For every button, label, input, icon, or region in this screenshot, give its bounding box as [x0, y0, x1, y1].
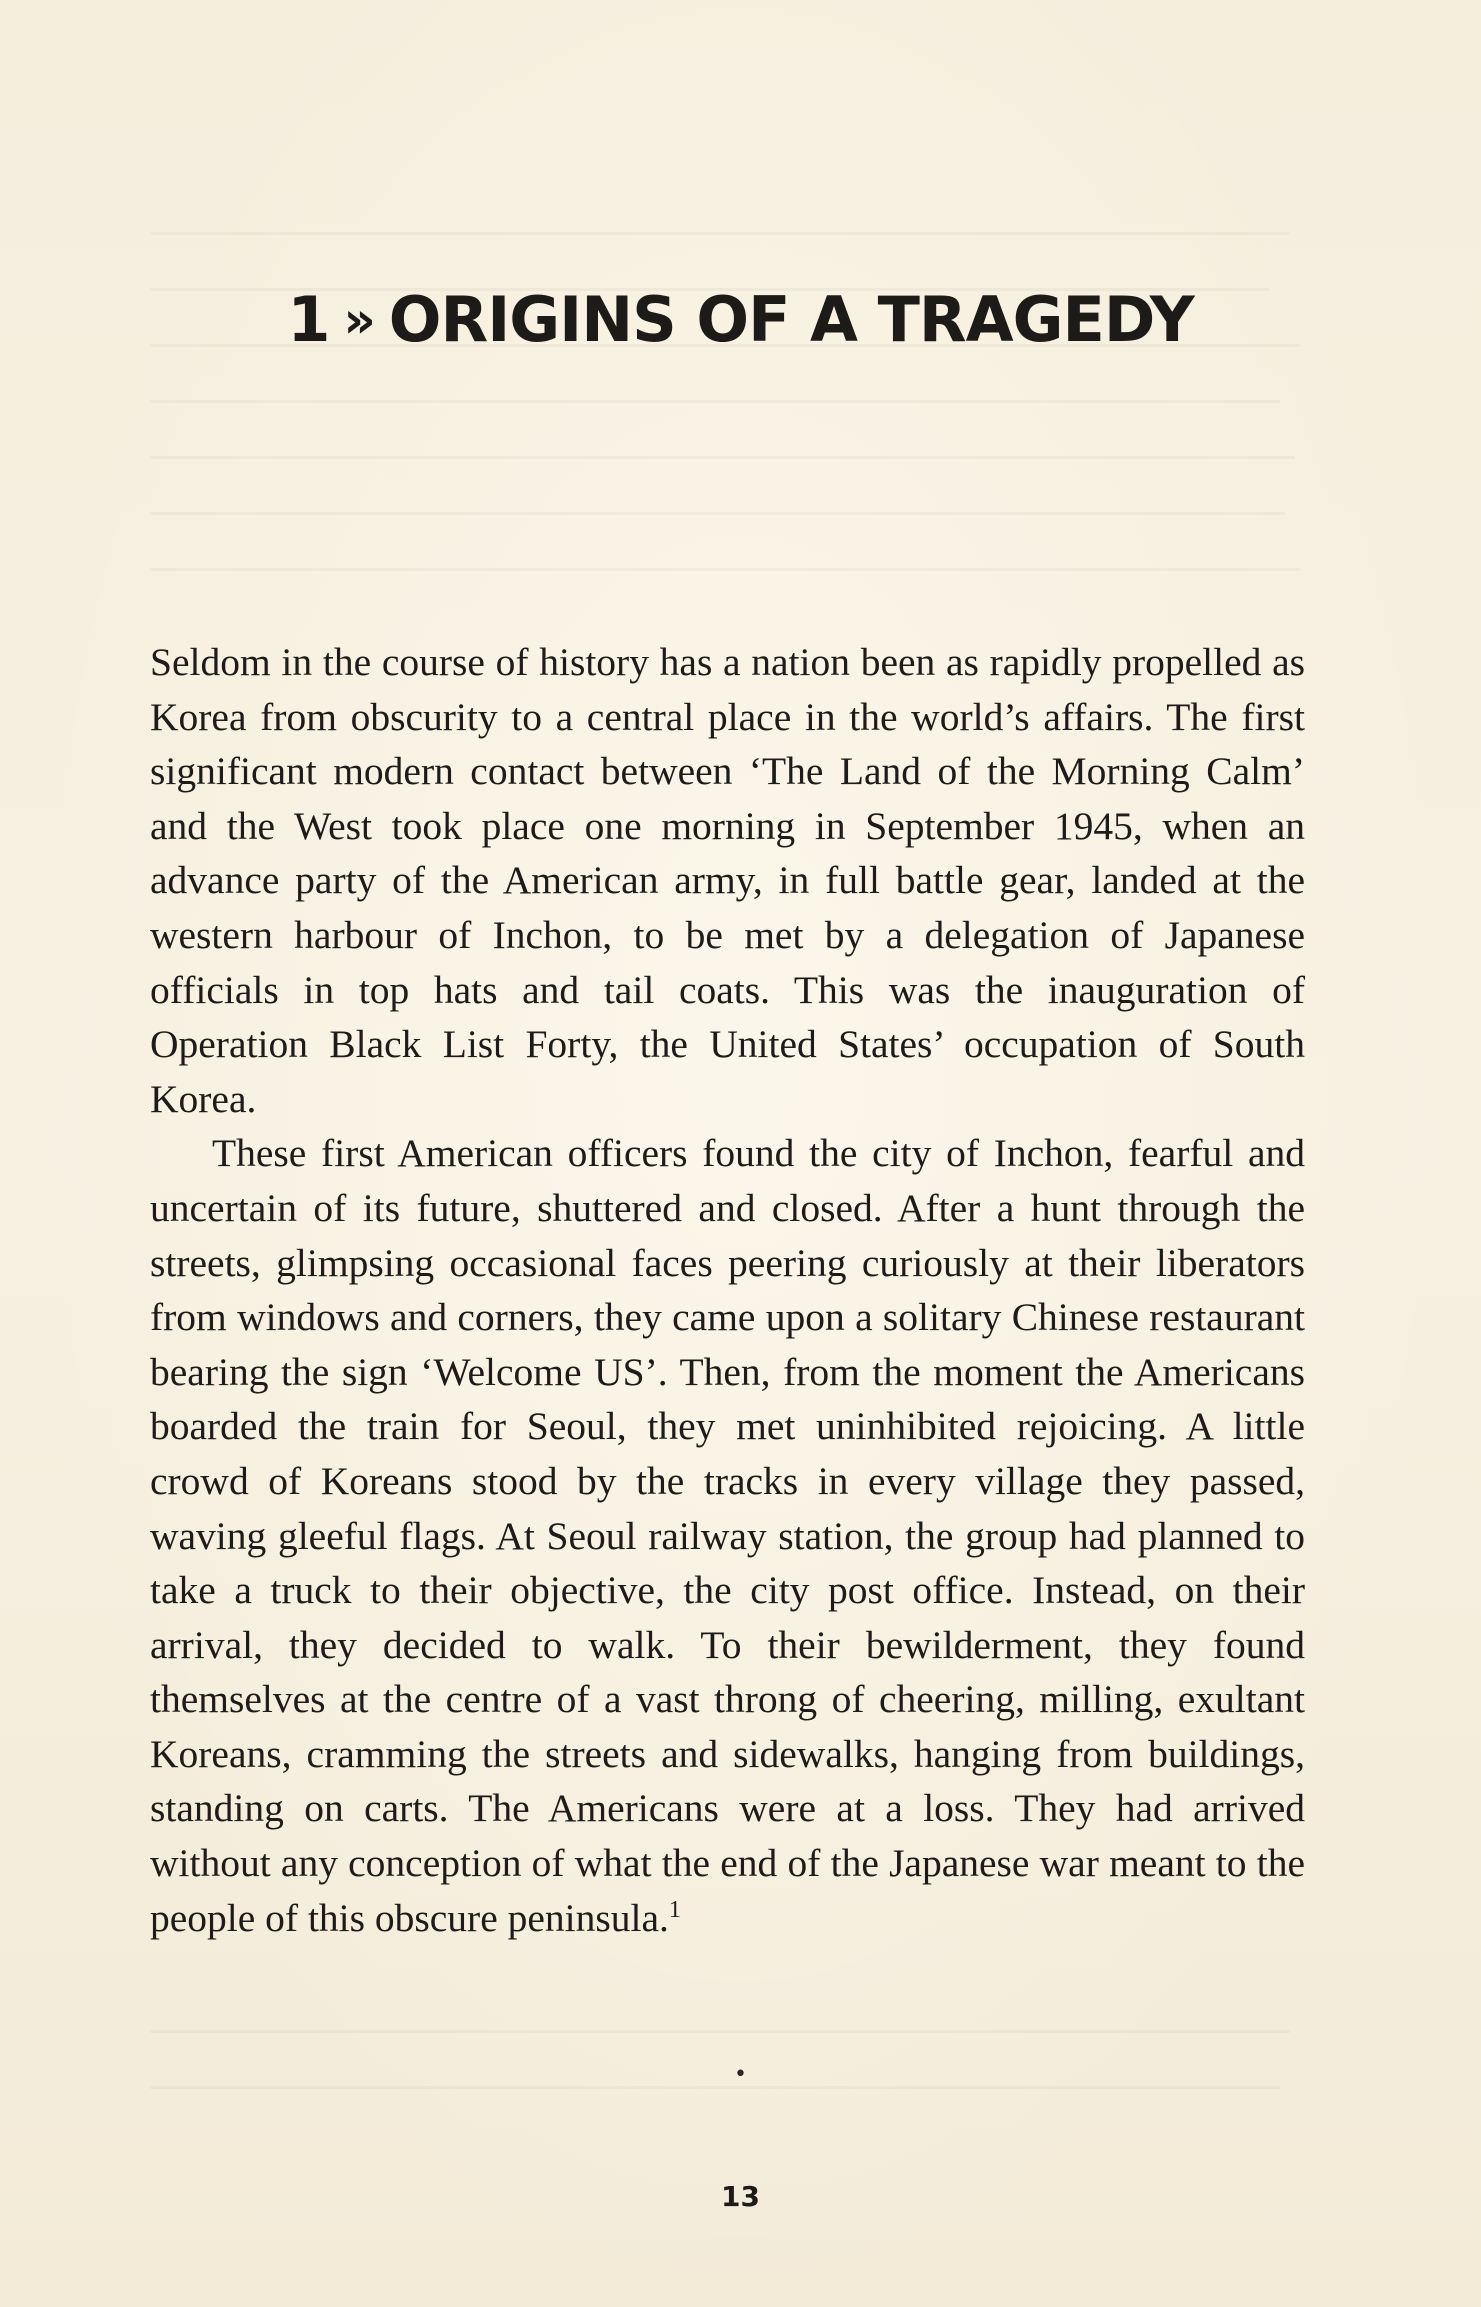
section-divider: • [734, 2062, 747, 2087]
bleed-through-line [150, 2030, 1290, 2033]
paragraph-text: These first American officers found the city of Inchon, fearful and uncertain of its future, shuttered and closed. After a hunt through the streets, glimpsing occasional faces peering curiously at their liberators from windows and corners, they came upon a solitary Chinese restaurant bearing the sign ‘Welcome US’. Then, from the moment the Americans boarded the train for Seoul, they met uninhibited rejoicing. A little crowd of Koreans stood by the tracks in every village they passed, waving gleeful flags. At Seoul railway station, the group had planned to take a truck to their objective, the city post office. Instead, on their arrival, they decided to walk. To their bewilderment, they found themselves at the centre of a vast throng of cheering, milling, exultant Koreans, cramming the streets and sidewalks, hanging from buildings, standing on carts. The Americans were at a loss. They had arrived without any conception of what the end of the Japanese war meant to the people of this obscure peninsula. [150, 1131, 1305, 1940]
paragraph [150, 1126, 1305, 1945]
chapter-body [150, 635, 1305, 1945]
bleed-through-line [150, 232, 1290, 235]
chapter-heading [0, 283, 1481, 356]
chapter-number: 1 [287, 283, 330, 356]
chapter-title: ORIGINS OF A TRAGEDY [388, 283, 1194, 356]
bleed-through-line [150, 400, 1280, 403]
bleed-through-line [150, 568, 1300, 571]
chapter-separator: » [343, 291, 375, 349]
bleed-through-line [150, 456, 1295, 459]
footnote-marker[interactable]: 1 [668, 1896, 681, 1923]
bleed-through-line [150, 512, 1285, 515]
page-number: 13 [721, 2180, 760, 2213]
paragraph [150, 635, 1305, 1126]
paragraph-text: Seldom in the course of history has a nation been as rapidly propelled as Korea from obscurity to a central place in the world’s affairs. The first significant modern contact between ‘The Land of the Morning Calm’ and the West took place one morning in September 1945, when an advance party of the American army, in full battle gear, landed at the western harbour of Inchon, to be met by a delegation of Japanese officials in top hats and tail coats. This was the inauguration of Operation Black List Forty, the United States’ occupation of South Korea. [150, 640, 1305, 1121]
